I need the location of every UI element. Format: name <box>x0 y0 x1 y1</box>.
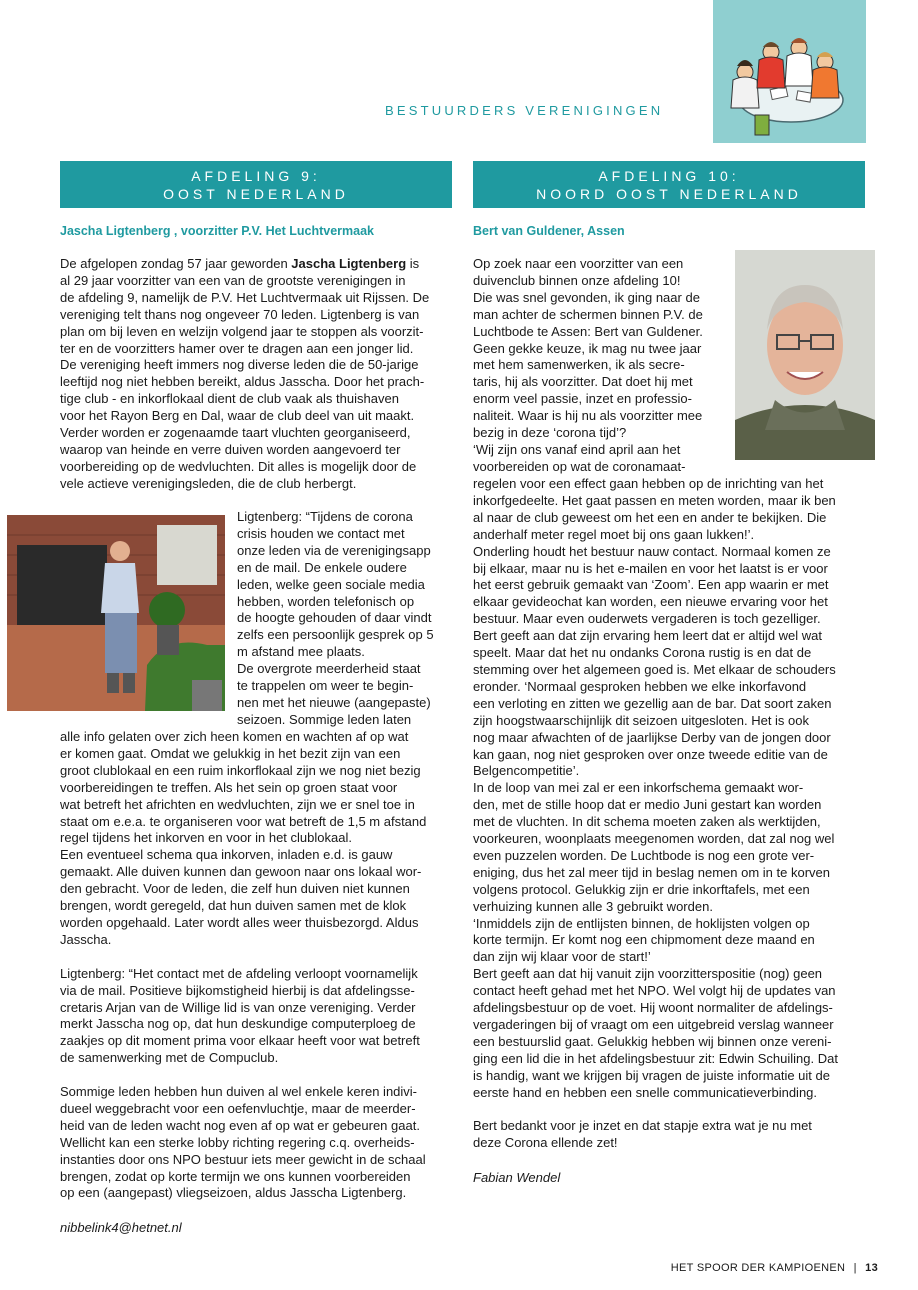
text-line: Ligtenberg: “Tijdens de corona <box>237 509 413 524</box>
byline-left: Jascha Ligtenberg , voorzitter P.V. Het Luchtvermaak <box>60 224 375 238</box>
text-line: Belgencompetitie’. <box>473 763 580 779</box>
text-line: zaakjes op dit moment prima voor elkaar heeft voor wat betreft <box>60 1033 420 1049</box>
byline-right: Bert van Guldener, Assen <box>473 224 625 238</box>
text-line: Geen gekke keuze, ik mag nu twee jaar <box>473 340 702 356</box>
text-line: De vereniging heeft immers nog diverse leden die de 50-jarige <box>60 357 419 373</box>
text-line: naliteit. Waar is hij nu als voorzitter mee <box>473 408 703 424</box>
portrait-photo-jascha <box>7 515 225 711</box>
text-line: De afgelopen zondag 57 jaar geworden Jascha Ligtenberg is <box>60 256 420 271</box>
text-line: korte termijn. Er komt nog een chipmoment deze maand en <box>473 932 815 948</box>
text-line: met hem samenwerken, ik als secre- <box>473 357 685 373</box>
text-line: een bestuurslid gaat. Gelukkig hebben wij binnen onze vereni- <box>473 1033 832 1049</box>
text-line: via de mail. Positieve bijkomstigheid hierbij is dat afdelingsse- <box>60 982 415 998</box>
text-line: ‘Inmiddels zijn de entlijsten binnen, de hoklijsten volgen op <box>473 915 810 931</box>
page-footer <box>671 1262 878 1274</box>
text-line: te trappelen om weer te begin- <box>237 678 414 694</box>
text-line: voor het Rayon Berg en Dal, waar de club deel van uit maakt. <box>60 408 415 424</box>
text-line: hebben, worden telefonisch op <box>237 593 415 609</box>
text-line: Bert geeft aan dat zijn ervaring hem leert dat er altijd wel wat <box>473 628 823 644</box>
text-line: nog maar afwachten of de jaarlijkse Derby van de jongen door <box>473 729 831 745</box>
section-label: BESTUURDERS VERENIGINGEN <box>385 103 664 118</box>
banner-afdeling-9 <box>60 161 452 208</box>
text-line: alle info gelaten over zich heen komen en wachten af op wat <box>60 729 409 744</box>
text-line: zelfs een persoonlijk gesprek op 5 <box>237 627 434 643</box>
text-line: den gebracht. Voor de leden, die zelf hun duiven niet kunnen <box>60 881 410 897</box>
text-line: tige club - en inkorflokaal dient de club vaak als thuishaven <box>60 391 399 407</box>
text-line: de samenwerking met de Compuclub. <box>60 1050 279 1066</box>
text-line: verhuizing kunnen alle 3 gebruikt worden. <box>473 898 713 914</box>
text-line: Bert geeft aan dat hij vanuit zijn voorzitterspositie (nog) geen <box>473 966 823 982</box>
text-line: anderhalf meter regel moet bij ons gaan lukken!’. <box>473 526 755 542</box>
text-line: worden opgehaald. Later wordt alles weer thuisbezorgd. Aldus <box>60 914 419 930</box>
text-line: brengen, wordt geregeld, dat hun duiven samen met de klok <box>60 898 407 914</box>
text-line: Een eventueel schema qua inkorven, inladen e.d. is gauw <box>60 847 393 863</box>
text-line: dueel weggebracht voor een oefenvluchtje, maar de meerder- <box>60 1100 416 1116</box>
text-line: staat om e.e.a. te organiseren voor wat betreft de 1,5 m afstand <box>60 813 427 829</box>
text-line: leeftijd nog niet hebben bereikt, aldus Jasscha. Door het prach- <box>60 374 425 390</box>
text-line: er komen gaat. Omdat we gelukkig in het bezit zijn van een <box>60 745 401 761</box>
text-line: Jasscha. <box>60 931 112 947</box>
email-address: nibbelink4@hetnet.nl <box>60 1220 182 1235</box>
banner-line: NOORD OOST NEDERLAND <box>536 186 802 202</box>
text-line: onze leden via de verenigingsapp <box>237 542 431 558</box>
text-line: taris, hij als voorzitter. Dat doet hij met <box>473 374 693 390</box>
meeting-illustration-icon <box>713 0 866 143</box>
author-signature: Fabian Wendel <box>473 1170 561 1185</box>
text-line: een verloting en zitten we gezellig aan de bar. Dat soort zaken <box>473 695 832 711</box>
text-line: het eerst gebruik gemaakt van ‘Zoom’. Een app waarin er met <box>473 577 829 593</box>
text-line: regel tijdens het inkorven en voor in het clublokaal. <box>60 830 352 846</box>
text-line: eniging, dus het zal meer tijd in beslag nemen om in te korven <box>473 864 830 880</box>
text-line: ter en de voorzitters hamer over te dragen aan een jonger lid. <box>60 340 414 356</box>
page-number: 13 <box>865 1262 878 1274</box>
text-line: duivenclub binnen onze afdeling 10! <box>473 272 681 288</box>
text-line: man achter de schermen binnen P.V. de <box>473 306 703 322</box>
text-line: inkorfgedeelte. Het gaat passen en meten worden, maar ik ben <box>473 492 836 508</box>
body-text-right <box>473 476 838 1152</box>
text-line <box>60 1067 426 1084</box>
text-line: deze Corona ellende zet! <box>473 1135 618 1151</box>
text-line: ‘Wij zijn ons vanaf eind april aan het <box>473 441 681 457</box>
text-line: Bert bedankt voor je inzet en dat stapje extra wat je nu met <box>473 1118 812 1134</box>
text-line <box>473 1102 838 1119</box>
footer-separator: | <box>853 1262 857 1274</box>
wrap-text-left <box>237 509 434 729</box>
text-line: m afstand mee plaats. <box>237 644 365 660</box>
banner-line: AFDELING 10: <box>598 168 740 184</box>
text-line: merkt Jasscha nog op, dat hun deskundige computerploeg de <box>60 1016 416 1032</box>
text-line: crisis houden we contact met <box>237 525 405 541</box>
text-line: Op zoek naar een voorzitter van een <box>473 256 684 271</box>
text-line: ging een lid die in het afdelingsbestuur zit: Edwin Schuiling. Dat <box>473 1050 838 1066</box>
text-line: vereniging telt thans nog ongeveer 70 leden. Ligtenberg is van <box>60 306 420 322</box>
text-line: vergaderingen bij of vraagt om een uitgebreid verslag wanneer <box>473 1017 834 1032</box>
text-line: Ligtenberg: “Het contact met de afdeling verloopt voornamelijk <box>60 965 418 981</box>
text-line: enorm veel passie, inzet en professio- <box>473 391 692 407</box>
text-line: dan zijn wij klaar voor de start!’ <box>473 949 651 965</box>
text-line: contact heeft gehad met het NPO. Wel volgt hij de updates van <box>473 983 836 999</box>
text-line: regelen voor een effect gaan hebben op de inrichting van het <box>473 476 824 491</box>
banner-line: OOST NEDERLAND <box>163 186 349 202</box>
text-line: heid van de leden wacht nog even af op wat er gebeuren gaat. <box>60 1117 420 1133</box>
text-line: bezig in deze ‘corona tijd’? <box>473 425 627 441</box>
portrait-photo-bert <box>735 250 875 460</box>
text-line: de hoogte gehouden of daar vindt <box>237 610 432 626</box>
text-line: is handig, want we krijgen bij vragen de juiste informatie uit de <box>473 1067 830 1083</box>
text-line: eerste hand en hebben een snelle communicatieverbinding. <box>473 1084 818 1100</box>
text-line: en de mail. De enkele oudere <box>237 559 407 575</box>
text-line: brengen, zodat op korte termijn we ons kunnen voorbereiden <box>60 1168 411 1184</box>
text-line: waarop van heinde en verre duiven worden aangevoerd ter <box>60 441 401 457</box>
magazine-title: HET SPOOR DER KAMPIOENEN <box>670 1262 846 1274</box>
text-line: al naar de club geweest om het een en ander te bekijken. Die <box>473 509 827 525</box>
text-line: nen met het nieuwe (aangepaste) <box>237 694 431 710</box>
text-line: Verder worden er zogenaamde taart vluchten georganiseerd, <box>60 425 411 441</box>
text-line: zijn hoogstwaarschijnlijk dit seizoen uitgesloten. Het is ook <box>473 712 810 728</box>
text-line: stemming over het algemeen goed is. Met elkaar de schouders <box>473 661 836 677</box>
text-line: leden, welke geen sociale media <box>237 576 425 592</box>
text-line: Onderling houdt het bestuur nauw contact. Normaal komen ze <box>473 543 831 559</box>
text-line <box>60 949 426 966</box>
text-line: plan om bij leven en welzijn volgend jaar te stoppen als voorzit- <box>60 323 424 339</box>
wrap-text-right <box>473 256 703 476</box>
banner-afdeling-10 <box>473 161 865 208</box>
text-line: bestuur. Maar even ouderwets vergaderen is toch gezelliger. <box>473 611 821 627</box>
text-line: cretaris Arjan van de Willige lid is van onze vereniging. Verder <box>60 999 416 1015</box>
banner-line: AFDELING 9: <box>191 168 321 184</box>
text-line: elkaar gevideochat kan worden, een nieuwe ervaring voor het <box>473 594 828 610</box>
text-line: voorkeuren, woonplaats meegenomen worden, dat zal nog wel <box>473 831 835 847</box>
text-line: instanties door ons NPO bestuur iets meer gewicht in de schaal <box>60 1151 426 1167</box>
text-line: kan gaan, nog niet gesproken over onze tweede editie van de <box>473 746 828 762</box>
text-line: even puzzelen worden. De Luchtbode is nog een grote ver- <box>473 847 815 863</box>
text-line: gemaakt. Alle duiven kunnen dan gewoon naar ons lokaal wor- <box>60 864 422 880</box>
text-line: al 29 jaar voorzitter van een van de grootste verenigingen in <box>60 272 406 288</box>
text-line: op een (aangepast) vliegseizoen, aldus Jasscha Ligtenberg. <box>60 1185 407 1201</box>
text-line: Wellicht kan een sterke lobby richting regering c.q. overheids- <box>60 1134 415 1150</box>
text-line: Sommige leden hebben hun duiven al wel enkele keren indivi- <box>60 1084 418 1100</box>
text-line: seizoen. Sommige leden laten <box>237 711 412 727</box>
text-line: groot clublokaal en een ruim inkorflokaal zijn we nog niet bezig <box>60 762 421 778</box>
body-text-left <box>60 729 426 1202</box>
intro-text-left <box>60 256 429 493</box>
text-line: volgens protocol. Gelukkig zijn er drie inkorftafels, met een <box>473 881 810 897</box>
text-line: Luchtbode te Assen: Bert van Guldener. <box>473 323 703 339</box>
text-line: De overgrote meerderheid staat <box>237 661 421 677</box>
text-line: vele actieve verenigingsleden, die de club herbergt. <box>60 475 357 491</box>
text-line: wat betreft het africhten en wedvluchten, zijn we er snel toe in <box>60 796 415 812</box>
text-line: voorbereiden op wat de coronamaat- <box>473 458 686 474</box>
text-line: eronder. ‘Normaal gesproken hebben we elke inkorfavond <box>473 678 807 694</box>
text-line: de afdeling 9, namelijk de P.V. Het Luchtvermaak uit Rijssen. De <box>60 289 430 305</box>
text-line: met de vluchten. In dit schema moeten zaken als werktijden, <box>473 814 821 830</box>
text-line: voorbereidingen te treffen. Als het sein op groen staat voor <box>60 779 398 795</box>
text-line: speelt. Maar dat het nu ondanks Corona rustig is en dat de <box>473 645 812 661</box>
text-line: Die was snel gevonden, ik ging naar de <box>473 289 700 305</box>
text-line: afdelingsbestuur op de voet. Hij woont normaliter de afdelings- <box>473 1000 833 1016</box>
text-line: voorbereiding op de wedvluchten. Dit alles is mogelijk door de <box>60 458 417 474</box>
text-line: bij elkaar, maar nu is het e-mailen en voor het laatst is er voor <box>473 560 828 576</box>
text-line: In de loop van mei zal er een inkorfschema gemaakt wor- <box>473 780 804 796</box>
text-line: den, met de stille hoop dat er medio Juni gestart kan worden <box>473 797 822 813</box>
